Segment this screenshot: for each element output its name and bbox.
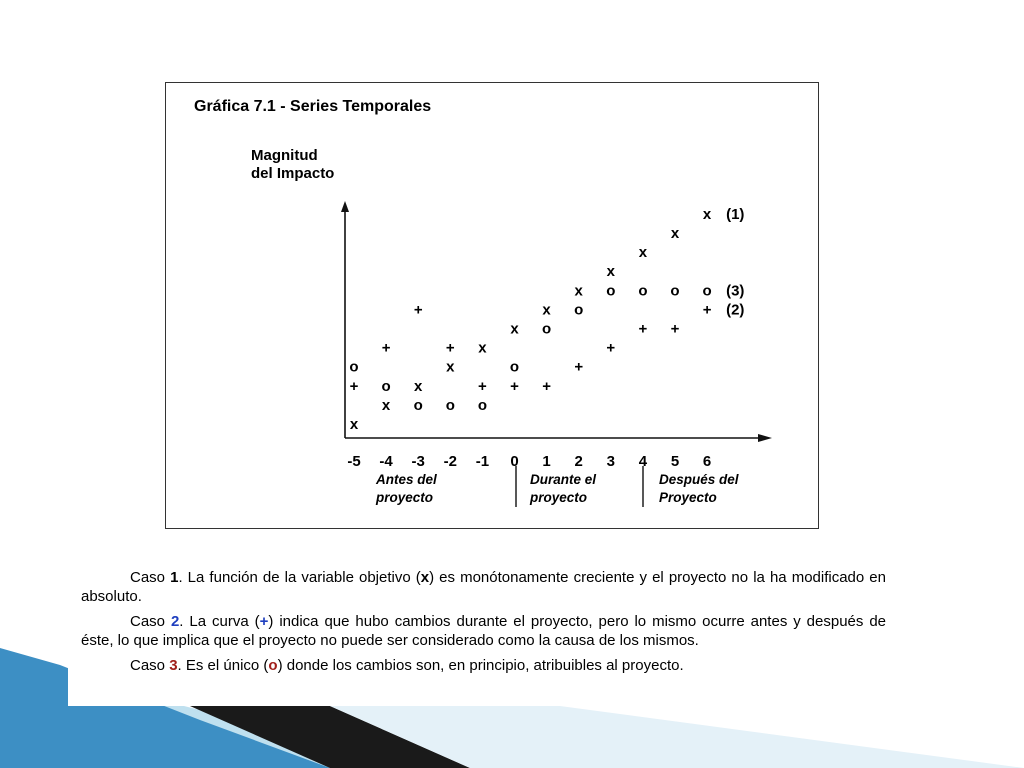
- x-tick-label: 0: [510, 453, 519, 470]
- data-point: o: [638, 282, 648, 300]
- data-point: +: [670, 320, 680, 338]
- data-point: o: [477, 396, 487, 414]
- data-point: x: [702, 205, 712, 223]
- y-axis-label-line2: del Impacto: [251, 165, 335, 182]
- data-point: x: [349, 416, 359, 433]
- data-point: o: [509, 358, 520, 376]
- data-point: x: [478, 339, 487, 357]
- x-tick-label: -5: [347, 453, 361, 470]
- y-axis-label-line1: Magnitud: [251, 147, 318, 164]
- caption-caso-2: Caso 2. La curva (+) indica que hubo cambios durante el proyecto, pero lo mismo ocurre antes y después de éste, lo que implica que el proyecto no puede ser considerado como la causa de los mismos.: [81, 613, 887, 649]
- phase-label-line1: Antes del: [376, 472, 437, 487]
- data-point: +: [510, 377, 519, 395]
- data-point: x: [542, 301, 551, 319]
- phase-label-line2: Proyecto: [659, 490, 717, 505]
- data-point: o: [606, 282, 616, 300]
- x-tick-label: 4: [638, 453, 648, 470]
- data-point: o: [542, 320, 552, 338]
- data-point: +: [574, 358, 584, 376]
- caption-caso-3: Caso 3. Es el único (o) donde los cambios son, en principio, atribuibles al proyecto.: [130, 657, 684, 674]
- caption-text: [81, 568, 886, 681]
- data-point: x: [670, 225, 680, 242]
- data-point: x: [510, 320, 519, 338]
- x-tick-label: -1: [475, 453, 490, 470]
- data-point: x: [574, 282, 583, 300]
- x-tick-label: 1: [542, 453, 551, 470]
- data-point: o: [702, 282, 712, 300]
- series-label: (2): [726, 301, 745, 319]
- data-point: o: [381, 377, 391, 395]
- data-point: o: [670, 282, 680, 300]
- data-point: +: [606, 339, 616, 357]
- data-point: +: [702, 301, 712, 319]
- phase-label-line1: Durante el: [530, 472, 597, 487]
- x-tick-label: 5: [670, 453, 680, 470]
- data-point: o: [574, 301, 584, 319]
- figure-title: Gráfica 7.1 - Series Temporales: [194, 98, 432, 115]
- data-point: +: [413, 301, 423, 319]
- data-point: x: [606, 263, 615, 281]
- data-point: +: [542, 377, 551, 395]
- data-point: o: [445, 396, 455, 414]
- x-tick-label: -2: [443, 453, 457, 470]
- data-point: x: [381, 396, 391, 414]
- series-label: (1): [726, 205, 745, 223]
- series-label: (3): [726, 282, 745, 300]
- data-point: +: [349, 377, 359, 395]
- phase-label-line1: Después del: [659, 472, 739, 487]
- data-point: +: [445, 339, 455, 357]
- data-point: +: [381, 339, 391, 357]
- x-tick-label: 2: [574, 453, 583, 470]
- x-tick-label: 6: [702, 453, 712, 470]
- data-point: o: [413, 396, 423, 414]
- data-point: o: [349, 358, 359, 376]
- phase-label-line2: proyecto: [376, 490, 434, 505]
- data-point: x: [638, 244, 648, 262]
- data-point: +: [478, 377, 487, 395]
- data-point: +: [638, 320, 648, 338]
- x-tick-label: -4: [379, 453, 393, 470]
- data-point: x: [414, 377, 423, 395]
- data-point: x: [446, 358, 455, 376]
- phase-label-line2: proyecto: [530, 490, 588, 505]
- x-tick-label: -3: [411, 453, 425, 470]
- x-tick-label: 3: [606, 453, 615, 470]
- caption-caso-1: Caso 1. La función de la variable objetivo (x) es monótonamente creciente y el proyecto no la ha modificado en absoluto.: [81, 569, 886, 605]
